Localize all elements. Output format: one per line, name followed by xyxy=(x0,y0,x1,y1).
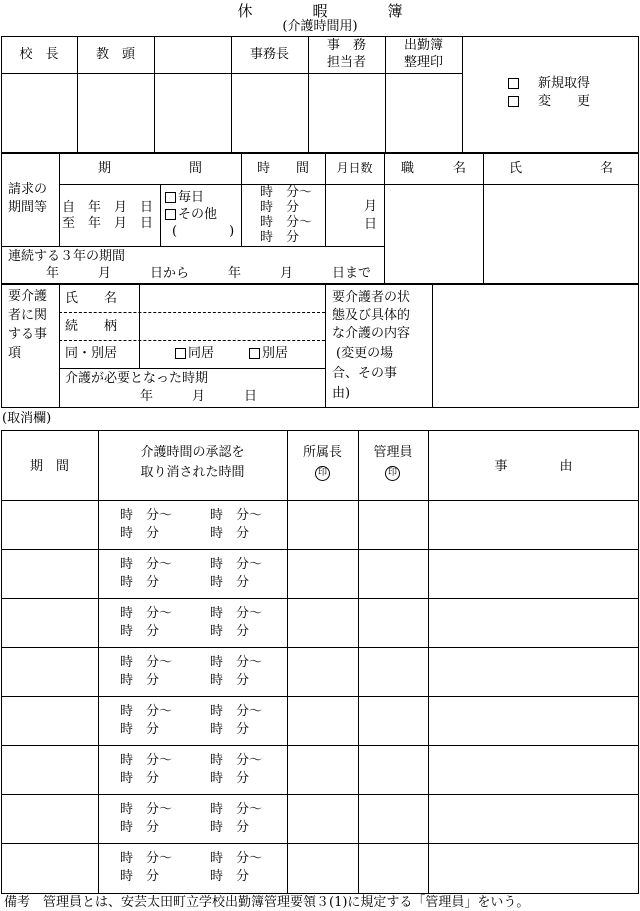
cancel-row[interactable] xyxy=(1,647,639,696)
cancel-row-time: 時 分〜 xyxy=(120,655,173,670)
vice-principal-label: 教 頭 xyxy=(95,47,135,62)
cancelled-time-header-2: 取り消された時間 xyxy=(140,465,245,480)
reason-header: 事 由 xyxy=(494,459,573,474)
care-needed-label: 介護が必要となった時期 xyxy=(65,371,209,386)
cancel-row-time: 時 分 xyxy=(120,722,160,737)
cancel-row-time: 時 分〜 xyxy=(120,508,173,523)
time-line-4: 時 分 xyxy=(260,230,300,245)
cancel-row[interactable] xyxy=(1,598,639,647)
cancel-row-time: 時 分 xyxy=(120,673,160,688)
manager-header: 管理員 xyxy=(373,445,413,460)
request-label-2: 期間等 xyxy=(8,200,48,215)
care-cohab-label: 同・別居 xyxy=(65,346,118,361)
care-name-label: 氏 名 xyxy=(65,291,118,306)
new-label: 新規取得 xyxy=(538,76,591,91)
other-paren: ( ) xyxy=(172,224,235,239)
condition-line-5: 合、その事 xyxy=(332,366,398,381)
condition-line-6: 由) xyxy=(332,386,351,401)
vice-principal-seal-cell[interactable] xyxy=(78,74,153,152)
office-head-seal-icon: 印 xyxy=(315,466,330,481)
cancel-row-time: 時 分〜 xyxy=(210,655,263,670)
registry-seal-label-1: 出勤簿 xyxy=(403,38,443,53)
cancel-row-time: 時 分 xyxy=(120,820,160,835)
cancel-row-time: 時 分〜 xyxy=(120,557,173,572)
cancel-row-time: 時 分 xyxy=(210,820,250,835)
job-header: 職 名 xyxy=(400,161,466,176)
manager-seal-icon: 印 xyxy=(385,466,400,481)
care-label-2: 者に関 xyxy=(8,308,48,323)
cohab-same-label: 同居 xyxy=(188,346,215,361)
care-needed-date: 年 月 日 xyxy=(140,389,258,404)
continuous-range: 年 月 日から 年 月 日まで xyxy=(46,266,372,281)
condition-line-2: 態及び具体的 xyxy=(332,308,411,323)
care-relation-field[interactable] xyxy=(140,313,324,339)
days-header: 月日数 xyxy=(336,161,373,175)
document-title: 休 暇 簿 xyxy=(237,2,403,20)
cancel-row-time: 時 分〜 xyxy=(120,802,173,817)
cancel-section-label: (取消欄) xyxy=(2,411,52,426)
cancel-row-time: 時 分 xyxy=(120,624,160,639)
cancel-row[interactable] xyxy=(1,500,639,549)
cancel-row-time: 時 分 xyxy=(120,869,160,884)
cancel-row-time: 時 分〜 xyxy=(120,753,173,768)
office-staff-label-1: 事 務 xyxy=(326,38,366,53)
cancel-row-time: 時 分〜 xyxy=(210,704,263,719)
cancel-row[interactable] xyxy=(1,549,639,598)
office-staff-seal-cell[interactable] xyxy=(309,74,384,152)
cancel-row-time: 時 分 xyxy=(210,771,250,786)
time-line-3: 時 分〜 xyxy=(260,215,313,230)
cancel-row-time: 時 分〜 xyxy=(210,508,263,523)
condition-line-3: な介護の内容 xyxy=(332,326,411,341)
cancel-row-time: 時 分 xyxy=(210,575,250,590)
care-label-4: 項 xyxy=(8,346,22,361)
office-manager-label: 事務長 xyxy=(249,47,289,62)
footer-note: 備考 管理員とは、安芸太田町立学校出勤簿管理要領３(1)に規定する「管理員」をいう。 xyxy=(4,895,530,910)
cancel-row-time: 時 分〜 xyxy=(210,557,263,572)
office-manager-seal-cell[interactable] xyxy=(232,74,307,152)
care-label-1: 要介護 xyxy=(8,289,48,304)
cancel-row-time: 時 分 xyxy=(210,673,250,688)
daily-checkbox[interactable] xyxy=(165,192,176,203)
cohab-separate-checkbox[interactable] xyxy=(249,348,260,359)
cohab-separate-label: 別居 xyxy=(262,346,289,361)
cancel-row-time: 時 分〜 xyxy=(120,704,173,719)
document-subtitle: (介護時間用) xyxy=(282,19,358,34)
care-label-3: する事 xyxy=(8,327,48,342)
cancel-row-time: 時 分 xyxy=(120,526,160,541)
new-checkbox[interactable] xyxy=(508,78,519,89)
cancel-row-time: 時 分〜 xyxy=(210,851,263,866)
condition-line-4: (変更の場 xyxy=(336,346,394,361)
cancel-row[interactable] xyxy=(1,843,639,892)
condition-line-1: 要介護者の状 xyxy=(332,290,411,305)
cancel-row-time: 時 分 xyxy=(210,722,250,737)
office-staff-label-2: 担当者 xyxy=(326,55,366,70)
change-label: 変 更 xyxy=(538,94,591,109)
continuous-label: 連続する３年の期間 xyxy=(8,249,126,264)
time-header: 時 間 xyxy=(256,161,309,176)
registry-seal-cell[interactable] xyxy=(386,74,461,152)
cancel-row-time: 時 分 xyxy=(120,771,160,786)
request-label-1: 請求の xyxy=(8,182,48,197)
days-month: 月 xyxy=(364,199,378,214)
cancel-row[interactable] xyxy=(1,794,639,843)
cancelled-time-header-1: 介護時間の承認を xyxy=(140,445,245,460)
daily-label: 毎日 xyxy=(178,190,205,205)
days-day: 日 xyxy=(364,217,378,232)
office-head-header: 所属長 xyxy=(302,445,342,460)
cancel-row-time: 時 分〜 xyxy=(210,753,263,768)
registry-seal-label-2: 整理印 xyxy=(403,55,443,70)
cancel-row-time: 時 分 xyxy=(210,869,250,884)
principal-seal-cell[interactable] xyxy=(2,74,76,152)
cancel-row-time: 時 分 xyxy=(120,575,160,590)
care-name-field[interactable] xyxy=(140,285,324,311)
name-header: 氏 名 xyxy=(508,161,613,176)
cancel-period-header: 期 間 xyxy=(29,459,69,474)
cohab-same-checkbox[interactable] xyxy=(175,348,186,359)
principal-label: 校 長 xyxy=(19,47,59,62)
cancel-row-time: 時 分〜 xyxy=(210,802,263,817)
care-relation-label: 続 柄 xyxy=(65,319,118,334)
to-date: 至 年 月 日 xyxy=(62,216,154,231)
other-label: その他 xyxy=(178,207,218,222)
cancel-row[interactable] xyxy=(1,745,639,794)
time-line-2: 時 分 xyxy=(260,200,300,215)
cancel-row-time: 時 分〜 xyxy=(210,606,263,621)
cancel-row[interactable] xyxy=(1,696,639,745)
cancel-row-time: 時 分〜 xyxy=(120,851,173,866)
cancel-row-time: 時 分 xyxy=(210,624,250,639)
cancel-row-time: 時 分〜 xyxy=(120,606,173,621)
change-checkbox[interactable] xyxy=(508,96,519,107)
cancel-row-time: 時 分 xyxy=(210,526,250,541)
other-checkbox[interactable] xyxy=(165,209,176,220)
time-line-1: 時 分〜 xyxy=(260,185,313,200)
condition-field[interactable] xyxy=(433,285,638,407)
from-date: 自 年 月 日 xyxy=(62,200,154,215)
period-header: 期 間 xyxy=(97,161,202,176)
